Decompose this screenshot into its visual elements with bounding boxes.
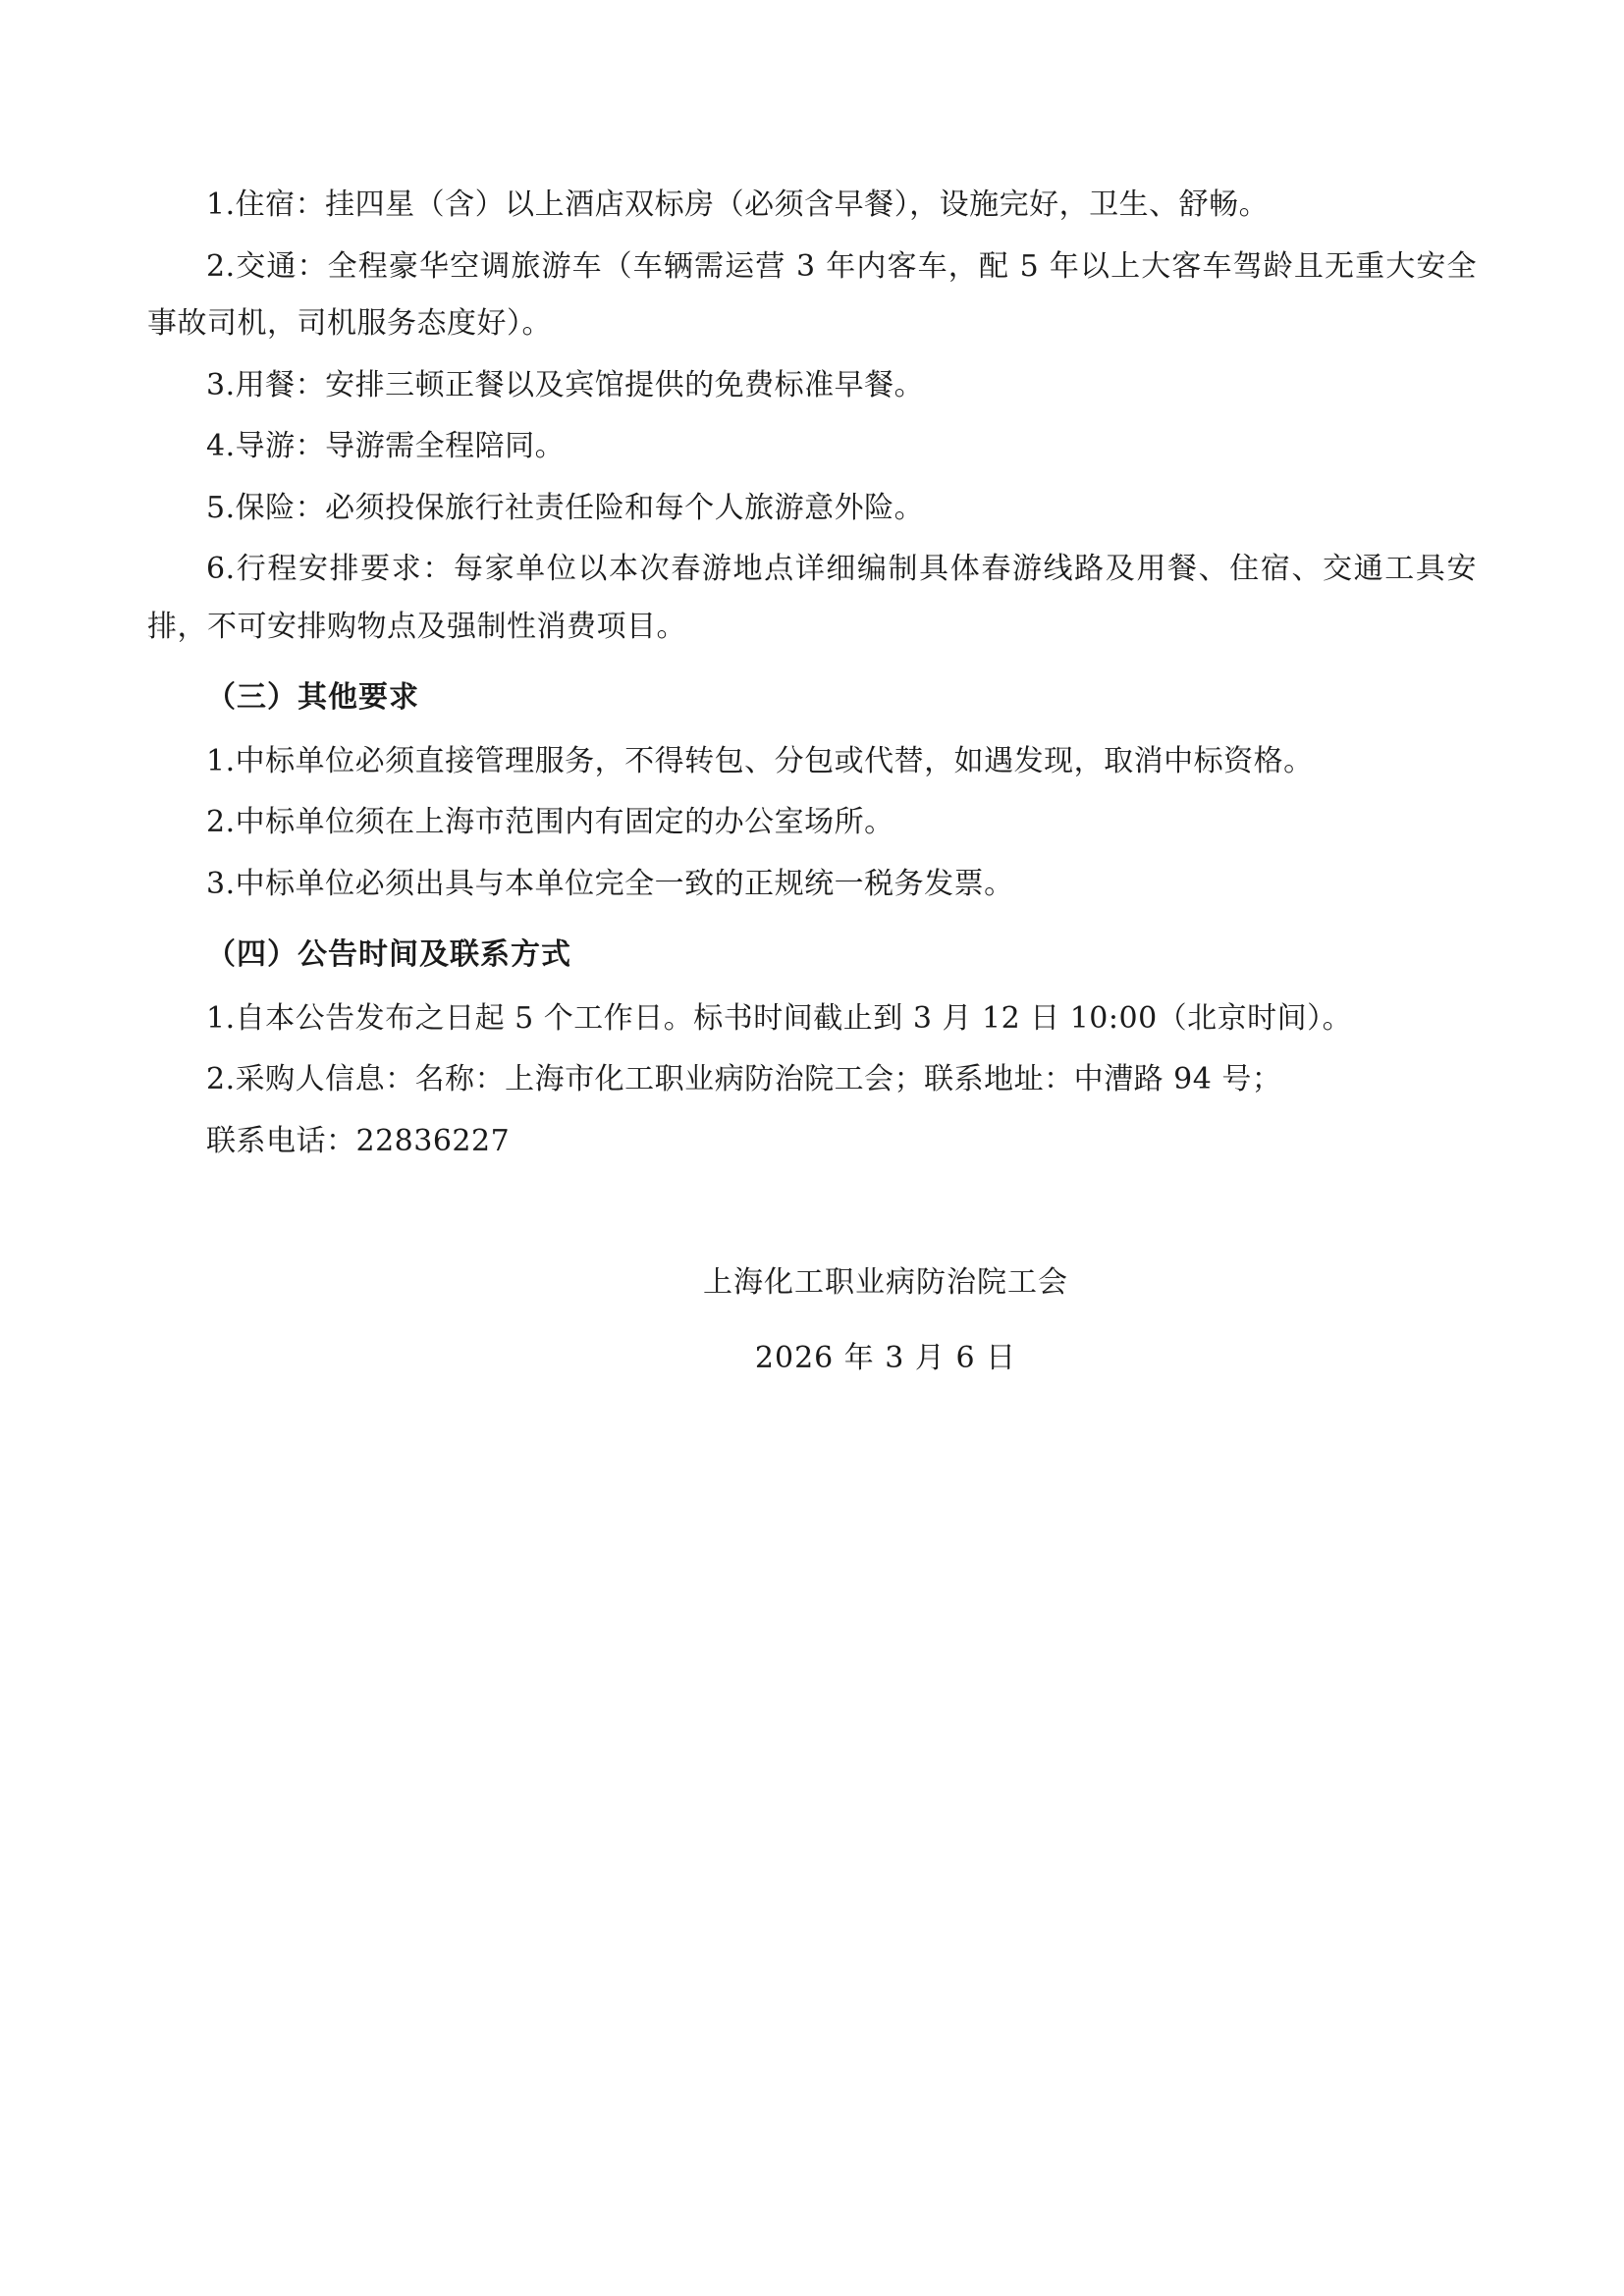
notice-deadline: 1.自本公告发布之日起 5 个工作日。标书时间截止到 3 月 12 日 10:00（北京时间）。 — [206, 1000, 1353, 1036]
requirement-accommodation: 1.住宿：挂四星（含）以上酒店双标房（必须含早餐），设施完好，卫生、舒畅。 — [206, 187, 1270, 222]
requirement-meals: 3.用餐：安排三顿正餐以及宾馆提供的免费标准早餐。 — [206, 367, 925, 402]
signature-block — [147, 1255, 1477, 1387]
other-requirement-2: 2.中标单位须在上海市范围内有固定的办公室场所。 — [206, 805, 894, 839]
requirement-guide: 4.导游：导游需全程陪同。 — [206, 429, 566, 463]
purchaser-info: 2.采购人信息：名称：上海市化工职业病防治院工会；联系地址：中漕路 94 号； — [206, 1062, 1282, 1096]
signature-date: 2026 年 3 月 6 日 — [754, 1340, 1017, 1375]
signature-organization: 上海化工职业病防治院工会 — [703, 1265, 1068, 1300]
requirement-transport: 2.交通：全程豪华空调旅游车（车辆需运营 3 年内客车，配 5 年以上大客车驾龄且无重大安全事故司机，司机服务态度好）。 — [147, 248, 1477, 341]
section-heading-three: （三）其他要求 — [206, 680, 419, 715]
requirement-insurance: 5.保险：必须投保旅行社责任险和每个人旅游意外险。 — [206, 490, 925, 525]
other-requirement-1: 1.中标单位必须直接管理服务，不得转包、分包或代替，如遇发现，取消中标资格。 — [206, 743, 1314, 778]
document-body — [147, 177, 1477, 1387]
requirement-itinerary: 6.行程安排要求：每家单位以本次春游地点详细编制具体春游线路及用餐、住宿、交通工具安排，不可安排购物点及强制性消费项目。 — [147, 552, 1477, 644]
contact-phone: 联系电话：22836227 — [206, 1123, 511, 1158]
other-requirement-3: 3.中标单位必须出具与本单位完全一致的正规统一税务发票。 — [206, 866, 1014, 901]
section-heading-four: （四）公告时间及联系方式 — [206, 937, 571, 972]
